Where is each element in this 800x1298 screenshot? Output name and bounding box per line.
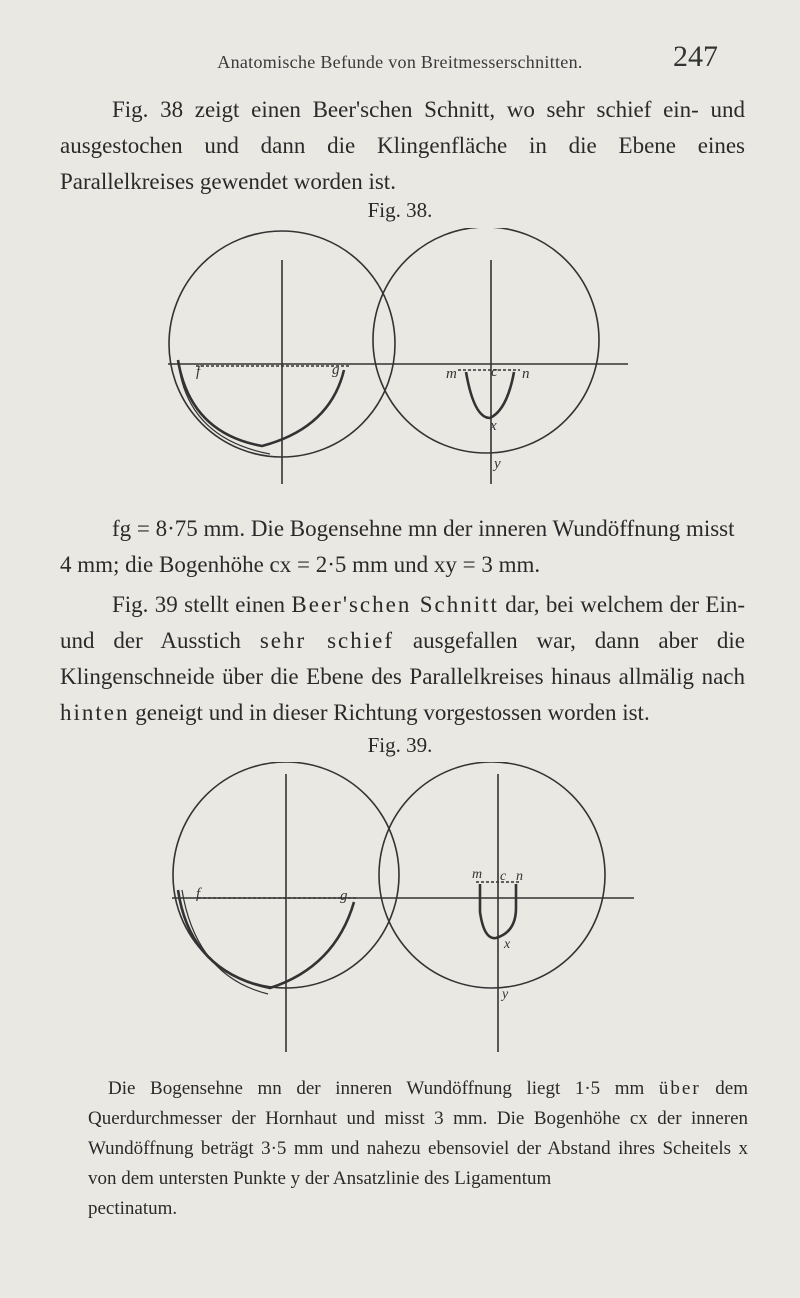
paragraph-text: Fig. 38 zeigt einen Beer'schen Schnitt, wo sehr schief ein- und ausgestochen und dann die Klingenfläche in die Ebene eines Parallelkreises gewendet worden ist. [60,97,745,194]
para3-emph-hinten: hinten [60,700,130,725]
para3-text-4: geneigt und in dieser Richtung vorgestossen worden ist. [129,700,650,725]
fig39-label-y: y [502,987,509,1002]
page-header [0,40,800,78]
para4-text-1: Die Bogensehne mn der inneren Wundöffnung liegt 1·5 mm [108,1078,659,1099]
fig38-label-n: n [522,366,530,382]
fig38-right-incision [466,372,514,418]
fig39-left-incision [178,890,354,988]
fig38-left-incision-inner [178,360,270,454]
paragraph-fig39-measurements [88,1074,748,1224]
fig38-label-f: f [196,364,201,380]
fig39-label-n: n [516,869,523,884]
para3-text-1: Fig. 39 stellt einen [112,592,292,617]
fig39-diagram [0,762,800,1064]
fig38-right-circle [373,228,599,453]
page-number: 247 [673,40,718,73]
para3-emph-sehr-schief: sehr schief [259,628,394,653]
fig39-caption: Fig. 39. [367,733,433,757]
fig38-measure-line-2: 4 mm; die Bogenhöhe cx = 2·5 mm und xy = 3 mm. [60,552,541,577]
figure-38 [0,228,800,500]
fig38-label-m: m [446,366,457,382]
paragraph-fig38-intro [60,92,745,200]
figure-39 [0,762,800,1064]
fig38-label-g: g [332,362,340,378]
para4-emph-ueber: über [658,1078,701,1099]
fig38-measure-line-1: fg = 8·75 mm. Die Bogensehne mn der inneren Wundöffnung misst [112,516,735,541]
para3-text-2: dar, bei welchem der Ein- und der Ausstich [60,592,745,653]
fig39-label-x: x [504,937,511,952]
para3-emph-beer: Beer'schen Schnitt [291,592,499,617]
fig39-label-c: c [500,869,507,884]
fig38-label-y: y [494,456,501,472]
paragraph-fig38-measurements [60,511,745,583]
fig39-right-circle [379,762,605,988]
fig38-label-x: x [490,418,497,434]
fig39-label-g: g [340,888,348,904]
fig38-label-c: c [491,364,498,380]
running-title: Anatomische Befunde von Breitmesserschnitten. [217,52,583,72]
fig38-diagram [0,228,800,500]
fig39-label-f: f [196,886,201,902]
fig39-label-m: m [472,867,483,882]
para4-last-line: pectinatum. [88,1198,178,1219]
fig38-caption: Fig. 38. [367,198,433,222]
fig38-left-incision [178,360,344,446]
para3-text-3: ausgefallen war, dann aber die Klingenschneide über die Ebene des Parallelkreises hinaus allmälig nach [60,628,745,689]
paragraph-fig39-intro [60,587,745,731]
para4-text-2: dem Querdurchmesser der Hornhaut und misst 3 mm. Die Bogenhöhe cx der inneren Wundöffnung beträgt 3·5 mm und nahezu ebensoviel der Abstand ihres Scheitels x von dem untersten Punkte y der Ansatzlinie des Ligamentum [88,1078,748,1189]
